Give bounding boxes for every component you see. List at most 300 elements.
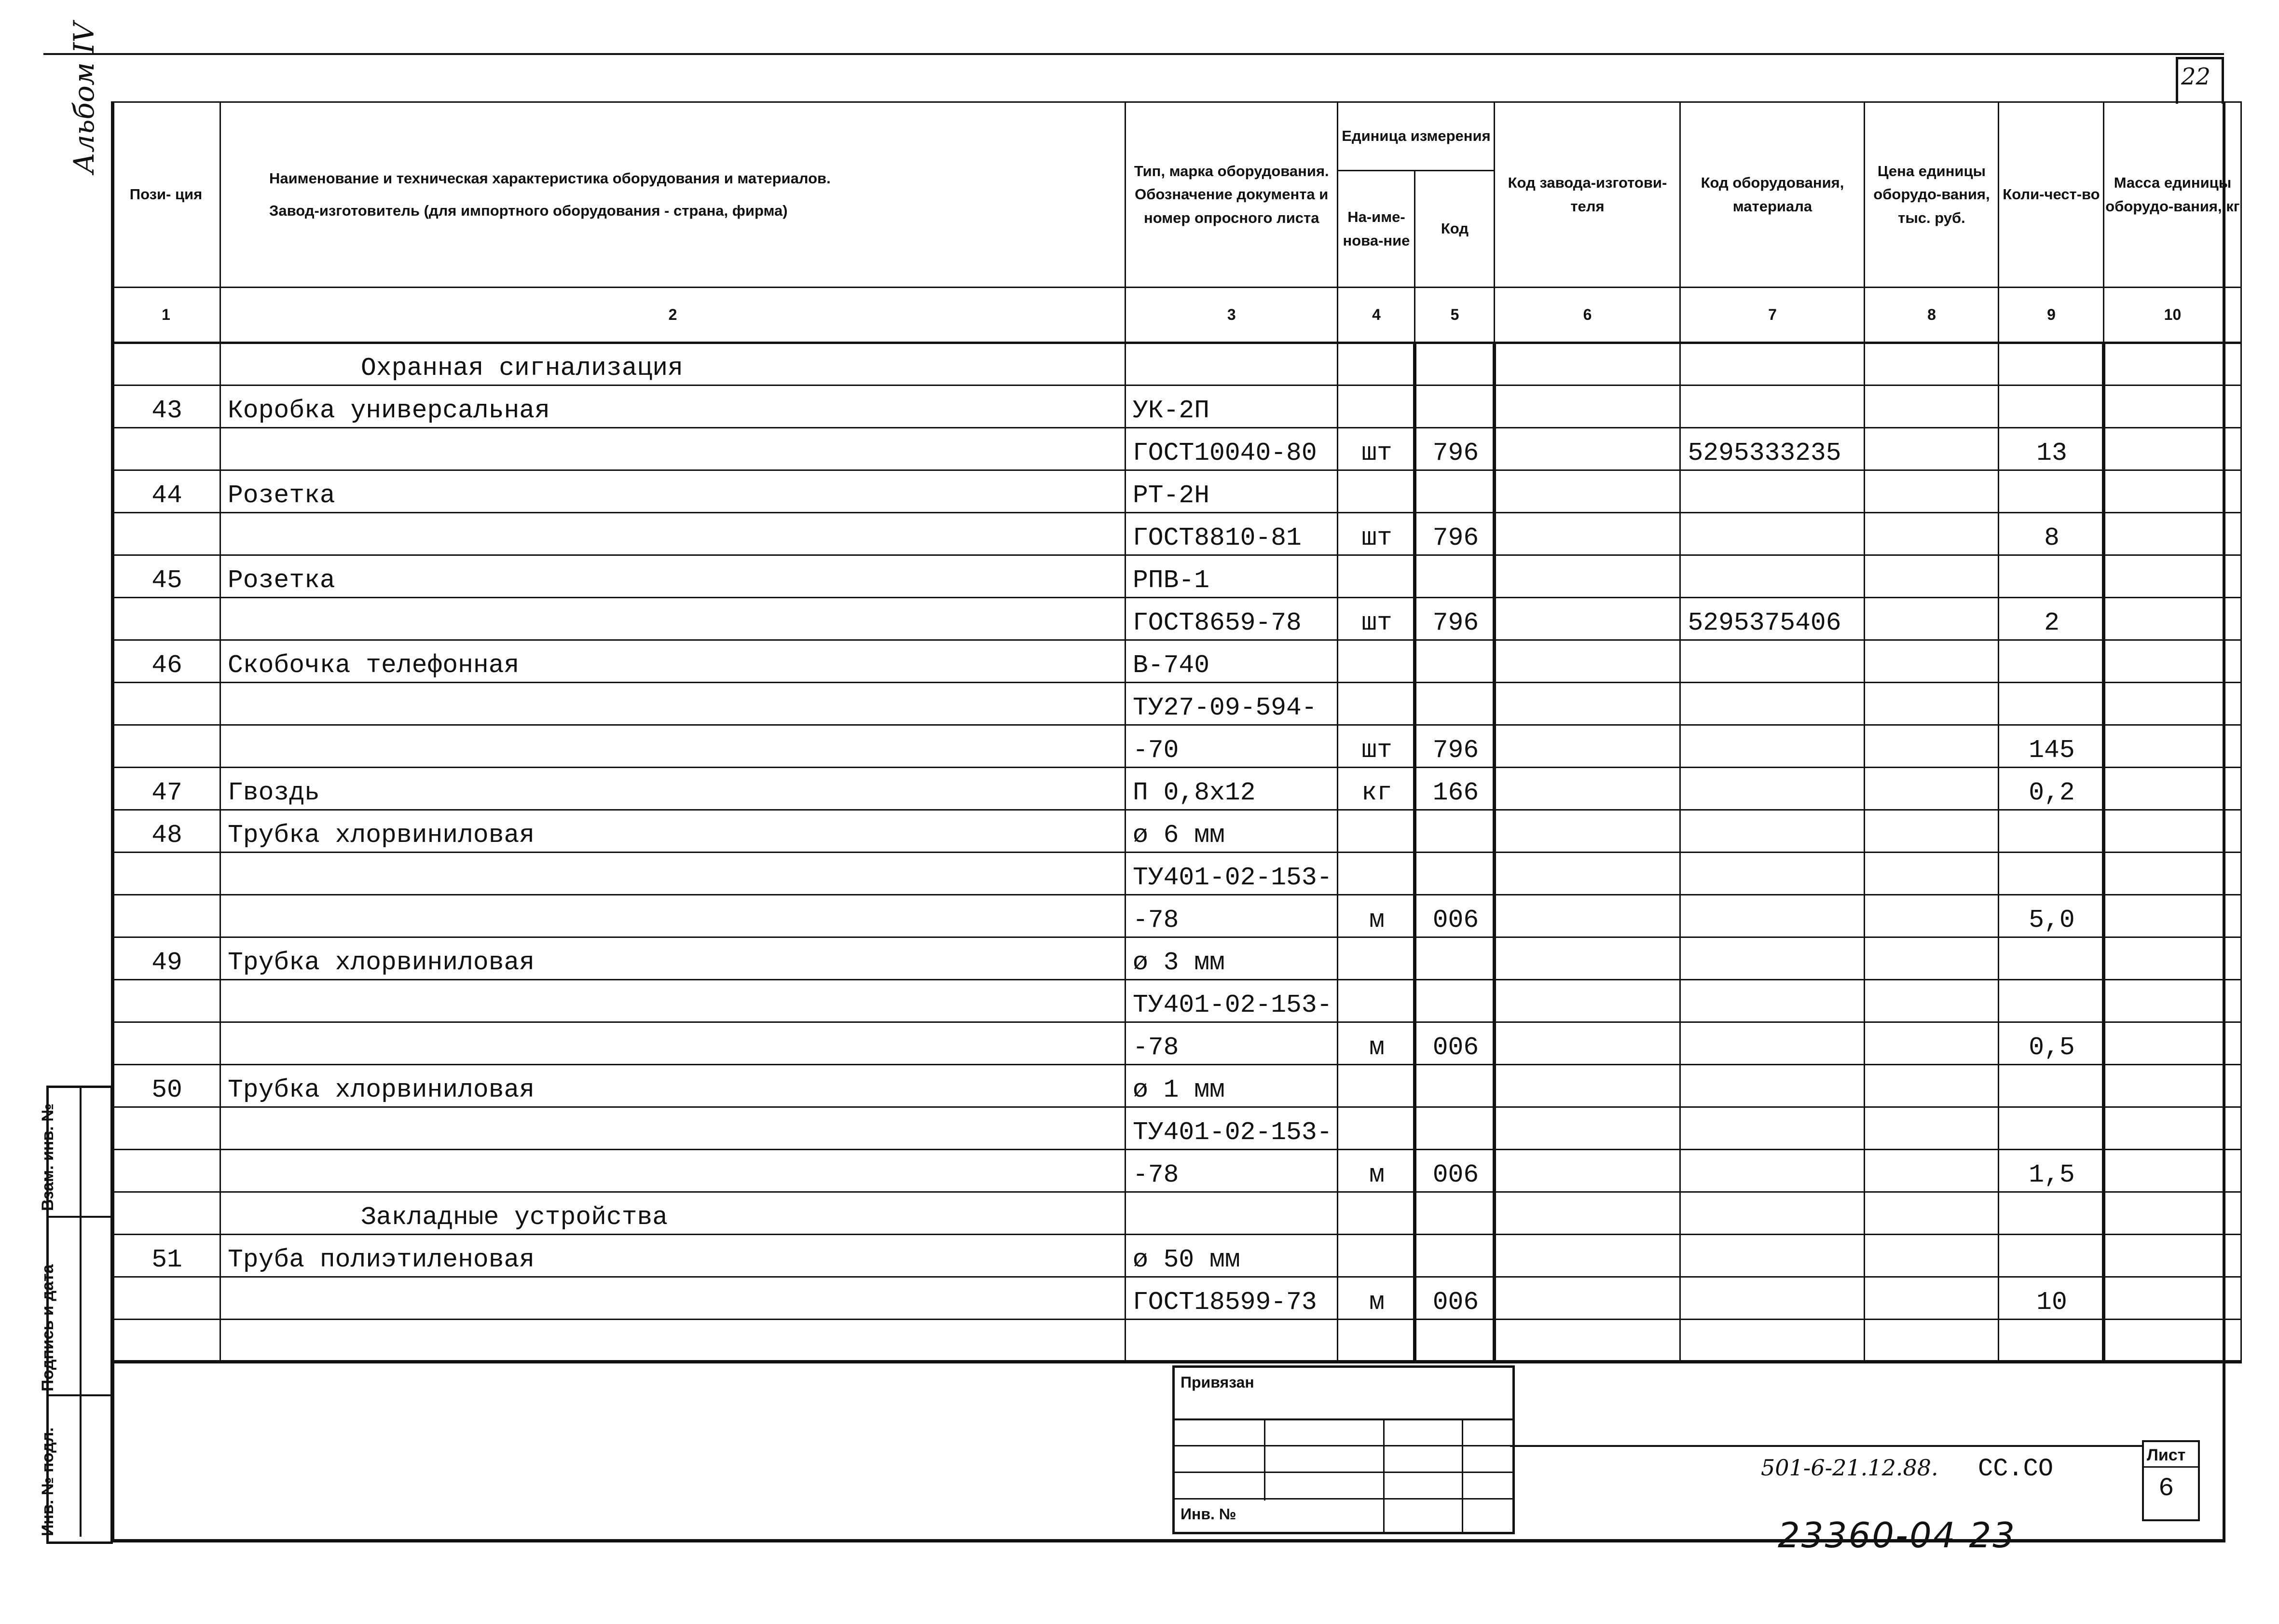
position-cell (112, 1277, 220, 1320)
col-number: 8 (1865, 288, 1999, 343)
table-row (112, 853, 2241, 895)
quantity-cell (1999, 937, 2104, 980)
position-cell: 50 (112, 1065, 220, 1107)
unit-code-cell: 166 (1415, 768, 1495, 810)
type-cell: ТУ27-09-594- (1126, 683, 1338, 725)
equipment-code-cell (1680, 1277, 1865, 1320)
table-row (112, 768, 2241, 810)
name-cell: Трубка хлорвиниловая (220, 810, 1126, 853)
mass-cell (2104, 640, 2241, 683)
price-cell (1865, 1277, 1999, 1320)
price-cell (1865, 555, 1999, 598)
unit-cell (1338, 470, 1415, 513)
type-cell: ТУ401-02-153- (1126, 980, 1338, 1022)
mass-cell (2104, 1320, 2241, 1362)
unit-code-cell: 006 (1415, 1022, 1495, 1065)
quantity-cell: 1,5 (1999, 1150, 2104, 1192)
col-number: 9 (1999, 288, 2104, 343)
name-cell (220, 428, 1126, 470)
equipment-code-cell (1680, 513, 1865, 555)
unit-cell (1338, 1065, 1415, 1107)
quantity-cell (1999, 640, 2104, 683)
manufacturer-code-cell (1495, 980, 1680, 1022)
unit-code-cell (1415, 1065, 1495, 1107)
manufacturer-code-cell (1495, 1192, 1680, 1235)
equipment-code-cell (1680, 1107, 1865, 1150)
header-type: Тип, марка оборудования. Обозначение документа и номер опросного листа (1126, 102, 1338, 288)
manufacturer-code-cell (1495, 385, 1680, 428)
side-stamp (39, 1086, 113, 1544)
reference-code: 23360-04 23 (1778, 1515, 2017, 1555)
sheet-label: Лист (2147, 1446, 2186, 1464)
unit-code-cell: 796 (1415, 725, 1495, 768)
col-number: 6 (1495, 288, 1680, 343)
equipment-code-cell (1680, 1235, 1865, 1277)
equipment-code-cell (1680, 1192, 1865, 1235)
mass-cell (2104, 1277, 2241, 1320)
quantity-cell (1999, 1065, 2104, 1107)
manufacturer-code-cell (1495, 1235, 1680, 1277)
price-cell (1865, 683, 1999, 725)
name-cell (220, 980, 1126, 1022)
equipment-code-cell: 5295333235 (1680, 428, 1865, 470)
mass-cell (2104, 980, 2241, 1022)
mass-cell (2104, 895, 2241, 937)
quantity-cell (1999, 683, 2104, 725)
type-cell: В-740 (1126, 640, 1338, 683)
unit-code-cell (1415, 853, 1495, 895)
specification-table (111, 101, 2242, 1363)
mass-cell (2104, 1235, 2241, 1277)
manufacturer-code-cell (1495, 513, 1680, 555)
unit-cell (1338, 640, 1415, 683)
table-row (112, 895, 2241, 937)
position-cell (112, 1022, 220, 1065)
type-cell: ТУ401-02-153- (1126, 853, 1338, 895)
header-unit-group: Единица измерения (1338, 102, 1495, 171)
header-name: Наименование и техническая характеристика оборудования и материалов. Завод-изготовитель (для импортного оборудования - страна, фирма) (220, 102, 1126, 288)
type-cell: ТУ401-02-153- (1126, 1107, 1338, 1150)
unit-cell (1338, 1235, 1415, 1277)
quantity-cell (1999, 470, 2104, 513)
unit-cell (1338, 937, 1415, 980)
unit-code-cell (1415, 1192, 1495, 1235)
unit-cell (1338, 1107, 1415, 1150)
unit-cell (1338, 1192, 1415, 1235)
type-cell: ø 3 мм (1126, 937, 1338, 980)
position-cell (112, 980, 220, 1022)
mass-cell (2104, 470, 2241, 513)
price-cell (1865, 428, 1999, 470)
name-cell (220, 725, 1126, 768)
header-equipment-code: Код оборудования, материала (1680, 102, 1865, 288)
manufacturer-code-cell (1495, 853, 1680, 895)
price-cell (1865, 725, 1999, 768)
unit-cell: кг (1338, 768, 1415, 810)
equipment-code-cell (1680, 1320, 1865, 1362)
position-cell: 51 (112, 1235, 220, 1277)
equipment-code-cell (1680, 1065, 1865, 1107)
type-cell: -78 (1126, 1022, 1338, 1065)
name-cell: Трубка хлорвиниловая (220, 937, 1126, 980)
doc-suffix: СС.СО (1978, 1455, 2054, 1483)
price-cell (1865, 343, 1999, 385)
quantity-cell (1999, 555, 2104, 598)
manufacturer-code-cell (1495, 895, 1680, 937)
side-stamp-divider (80, 1088, 82, 1537)
quantity-cell (1999, 980, 2104, 1022)
sheet-corner-box (2176, 57, 2224, 104)
unit-code-cell: 796 (1415, 513, 1495, 555)
col-number: 5 (1415, 288, 1495, 343)
section-row (112, 1192, 2241, 1235)
unit-code-cell: 006 (1415, 1277, 1495, 1320)
table-row (112, 513, 2241, 555)
manufacturer-code-cell (1495, 1277, 1680, 1320)
type-cell: -78 (1126, 895, 1338, 937)
col-number: 3 (1126, 288, 1338, 343)
mass-cell (2104, 937, 2241, 980)
manufacturer-code-cell (1495, 810, 1680, 853)
position-cell: 44 (112, 470, 220, 513)
equipment-code-cell (1680, 895, 1865, 937)
mass-cell (2104, 1107, 2241, 1150)
manufacturer-code-cell (1495, 768, 1680, 810)
name-cell: Розетка (220, 555, 1126, 598)
position-cell (112, 1150, 220, 1192)
equipment-code-cell: 5295375406 (1680, 598, 1865, 640)
sheet-number-box (2142, 1440, 2200, 1521)
unit-cell (1338, 1320, 1415, 1362)
signature-date-label: Подпись и дата (39, 1264, 57, 1391)
unit-cell (1338, 385, 1415, 428)
quantity-cell (1999, 1235, 2104, 1277)
equipment-code-cell (1680, 683, 1865, 725)
name-cell (220, 853, 1126, 895)
unit-code-cell (1415, 385, 1495, 428)
position-cell (112, 513, 220, 555)
type-cell (1126, 1320, 1338, 1362)
type-cell: ГОСТ8810-81 (1126, 513, 1338, 555)
price-cell (1865, 1150, 1999, 1192)
manufacturer-code-cell (1495, 1065, 1680, 1107)
mass-cell (2104, 598, 2241, 640)
name-cell (220, 1277, 1126, 1320)
equipment-code-cell (1680, 810, 1865, 853)
price-cell (1865, 980, 1999, 1022)
table-row (112, 640, 2241, 683)
quantity-cell (1999, 343, 2104, 385)
manufacturer-code-cell (1495, 1320, 1680, 1362)
unit-cell (1338, 980, 1415, 1022)
unit-code-cell (1415, 937, 1495, 980)
unit-cell (1338, 343, 1415, 385)
type-cell: ГОСТ10040-80 (1126, 428, 1338, 470)
name-cell (220, 1022, 1126, 1065)
position-cell (112, 895, 220, 937)
privyazan-label: Привязан (1181, 1374, 1254, 1391)
inv-no-label: Инв. № (1181, 1505, 1236, 1523)
table-row (112, 980, 2241, 1022)
unit-code-cell: 796 (1415, 428, 1495, 470)
position-cell (112, 853, 220, 895)
mass-cell (2104, 343, 2241, 385)
manufacturer-code-cell (1495, 640, 1680, 683)
unit-code-cell (1415, 1320, 1495, 1362)
price-cell (1865, 513, 1999, 555)
stamp-line (1510, 1445, 2142, 1447)
table-row (112, 1107, 2241, 1150)
manufacturer-code-cell (1495, 937, 1680, 980)
mass-cell (2104, 810, 2241, 853)
position-cell (112, 428, 220, 470)
table-row (112, 470, 2241, 513)
unit-code-cell (1415, 980, 1495, 1022)
type-cell: ГОСТ8659-78 (1126, 598, 1338, 640)
position-cell (112, 1320, 220, 1362)
header-unit-code: Код (1415, 171, 1495, 288)
mass-cell (2104, 513, 2241, 555)
unit-code-cell (1415, 683, 1495, 725)
unit-cell: шт (1338, 513, 1415, 555)
unit-code-cell (1415, 640, 1495, 683)
equipment-code-cell (1680, 980, 1865, 1022)
table-row (112, 937, 2241, 980)
col-number: 4 (1338, 288, 1415, 343)
type-cell: ø 6 мм (1126, 810, 1338, 853)
name-cell: Труба полиэтиленовая (220, 1235, 1126, 1277)
manufacturer-code-cell (1495, 1150, 1680, 1192)
vzam-inv-label: Взам. инв. № (39, 1103, 57, 1211)
header-manufacturer-code: Код завода-изготови-теля (1495, 102, 1680, 288)
unit-code-cell (1415, 343, 1495, 385)
quantity-cell: 0,2 (1999, 768, 2104, 810)
position-cell: 45 (112, 555, 220, 598)
type-cell: -70 (1126, 725, 1338, 768)
name-cell: Закладные устройства (220, 1192, 1126, 1235)
price-cell (1865, 1192, 1999, 1235)
type-cell: УК-2П (1126, 385, 1338, 428)
price-cell (1865, 1022, 1999, 1065)
mass-cell (2104, 1192, 2241, 1235)
type-cell: ø 1 мм (1126, 1065, 1338, 1107)
equipment-code-cell (1680, 555, 1865, 598)
unit-code-cell (1415, 555, 1495, 598)
position-cell (112, 725, 220, 768)
manufacturer-code-cell (1495, 725, 1680, 768)
equipment-code-cell (1680, 343, 1865, 385)
name-cell: Гвоздь (220, 768, 1126, 810)
tb-line (1462, 1418, 1463, 1532)
position-cell (112, 1192, 220, 1235)
type-cell: -78 (1126, 1150, 1338, 1192)
type-cell: ø 50 мм (1126, 1235, 1338, 1277)
unit-cell (1338, 810, 1415, 853)
table-row (112, 1150, 2241, 1192)
table-row (112, 428, 2241, 470)
tb-line (1383, 1418, 1385, 1532)
position-cell (112, 343, 220, 385)
unit-cell: м (1338, 1277, 1415, 1320)
unit-cell: м (1338, 1150, 1415, 1192)
type-cell: РТ-2Н (1126, 470, 1338, 513)
equipment-code-cell (1680, 725, 1865, 768)
mass-cell (2104, 768, 2241, 810)
quantity-cell: 0,5 (1999, 1022, 2104, 1065)
price-cell (1865, 1320, 1999, 1362)
name-cell: Розетка (220, 470, 1126, 513)
unit-cell: шт (1338, 725, 1415, 768)
name-cell (220, 1107, 1126, 1150)
sheet-box-line (2144, 1466, 2198, 1468)
mass-cell (2104, 725, 2241, 768)
table-row (112, 683, 2241, 725)
unit-code-cell (1415, 1107, 1495, 1150)
unit-cell: м (1338, 1022, 1415, 1065)
quantity-cell: 8 (1999, 513, 2104, 555)
price-cell (1865, 640, 1999, 683)
mass-cell (2104, 1022, 2241, 1065)
col-number: 10 (2104, 288, 2241, 343)
price-cell (1865, 895, 1999, 937)
header-position: Пози- ция (112, 102, 220, 288)
specification-body (112, 343, 2241, 1362)
quantity-cell: 145 (1999, 725, 2104, 768)
top-border-line (43, 53, 2224, 55)
header-unit-name: На-име-нова-ние (1338, 171, 1415, 288)
section-row (112, 343, 2241, 385)
unit-code-cell: 006 (1415, 1150, 1495, 1192)
mass-cell (2104, 555, 2241, 598)
mass-cell (2104, 428, 2241, 470)
type-cell: П 0,8х12 (1126, 768, 1338, 810)
mass-cell (2104, 1150, 2241, 1192)
title-block (1172, 1365, 1515, 1534)
name-cell (220, 513, 1126, 555)
name-cell (220, 683, 1126, 725)
name-cell: Скобочка телефонная (220, 640, 1126, 683)
quantity-cell: 2 (1999, 598, 2104, 640)
type-cell: ГОСТ18599-73 (1126, 1277, 1338, 1320)
name-cell (220, 598, 1126, 640)
quantity-cell (1999, 385, 2104, 428)
doc-designation: 501-6-21.12.88. (1761, 1455, 1938, 1481)
unit-cell (1338, 683, 1415, 725)
equipment-code-cell (1680, 385, 1865, 428)
price-cell (1865, 598, 1999, 640)
table-row (112, 1277, 2241, 1320)
price-cell (1865, 810, 1999, 853)
manufacturer-code-cell (1495, 598, 1680, 640)
name-cell (220, 1150, 1126, 1192)
unit-cell (1338, 853, 1415, 895)
equipment-code-cell (1680, 1022, 1865, 1065)
table-row (112, 1065, 2241, 1107)
equipment-code-cell (1680, 470, 1865, 513)
quantity-cell (1999, 853, 2104, 895)
name-cell: Охранная сигнализация (220, 343, 1126, 385)
name-cell (220, 1320, 1126, 1362)
table-row (112, 385, 2241, 428)
table-row (112, 1320, 2241, 1362)
manufacturer-code-cell (1495, 1107, 1680, 1150)
inv-podl-label: Инв. № подл. (39, 1427, 57, 1536)
position-cell: 48 (112, 810, 220, 853)
unit-code-cell (1415, 810, 1495, 853)
price-cell (1865, 1107, 1999, 1150)
equipment-code-cell (1680, 640, 1865, 683)
position-cell (112, 1107, 220, 1150)
unit-code-cell (1415, 1235, 1495, 1277)
table-row (112, 598, 2241, 640)
quantity-cell: 10 (1999, 1277, 2104, 1320)
price-cell (1865, 768, 1999, 810)
type-cell: РПВ-1 (1126, 555, 1338, 598)
table-row (112, 1235, 2241, 1277)
header-quantity: Коли-чест-во (1999, 102, 2104, 288)
type-cell (1126, 1192, 1338, 1235)
mass-cell (2104, 683, 2241, 725)
unit-code-cell: 796 (1415, 598, 1495, 640)
unit-cell: шт (1338, 428, 1415, 470)
col-number: 7 (1680, 288, 1865, 343)
quantity-cell (1999, 1320, 2104, 1362)
unit-cell: м (1338, 895, 1415, 937)
mass-cell (2104, 1065, 2241, 1107)
col-number: 2 (220, 288, 1126, 343)
mass-cell (2104, 853, 2241, 895)
price-cell (1865, 853, 1999, 895)
position-cell: 49 (112, 937, 220, 980)
manufacturer-code-cell (1495, 428, 1680, 470)
sheet-number: 6 (2158, 1474, 2174, 1503)
equipment-code-cell (1680, 1150, 1865, 1192)
quantity-cell (1999, 810, 2104, 853)
position-cell: 46 (112, 640, 220, 683)
equipment-code-cell (1680, 768, 1865, 810)
position-cell: 43 (112, 385, 220, 428)
name-cell (220, 895, 1126, 937)
unit-cell (1338, 555, 1415, 598)
header-mass: Масса единицы оборудо-вания, кг (2104, 102, 2241, 288)
name-cell: Трубка хлорвиниловая (220, 1065, 1126, 1107)
col-number: 1 (112, 288, 220, 343)
price-cell (1865, 385, 1999, 428)
album-label: Альбом IV (68, 22, 100, 174)
type-cell (1126, 343, 1338, 385)
position-cell: 47 (112, 768, 220, 810)
price-cell (1865, 1065, 1999, 1107)
price-cell (1865, 1235, 1999, 1277)
price-cell (1865, 937, 1999, 980)
manufacturer-code-cell (1495, 1022, 1680, 1065)
manufacturer-code-cell (1495, 343, 1680, 385)
unit-cell: шт (1338, 598, 1415, 640)
quantity-cell (1999, 1192, 2104, 1235)
price-cell (1865, 470, 1999, 513)
manufacturer-code-cell (1495, 470, 1680, 513)
header-price: Цена единицы оборудо-вания, тыс. руб. (1865, 102, 1999, 288)
position-cell (112, 683, 220, 725)
unit-code-cell: 006 (1415, 895, 1495, 937)
quantity-cell: 5,0 (1999, 895, 2104, 937)
manufacturer-code-cell (1495, 683, 1680, 725)
mass-cell (2104, 385, 2241, 428)
name-cell: Коробка универсальная (220, 385, 1126, 428)
position-cell (112, 598, 220, 640)
equipment-code-cell (1680, 853, 1865, 895)
unit-code-cell (1415, 470, 1495, 513)
